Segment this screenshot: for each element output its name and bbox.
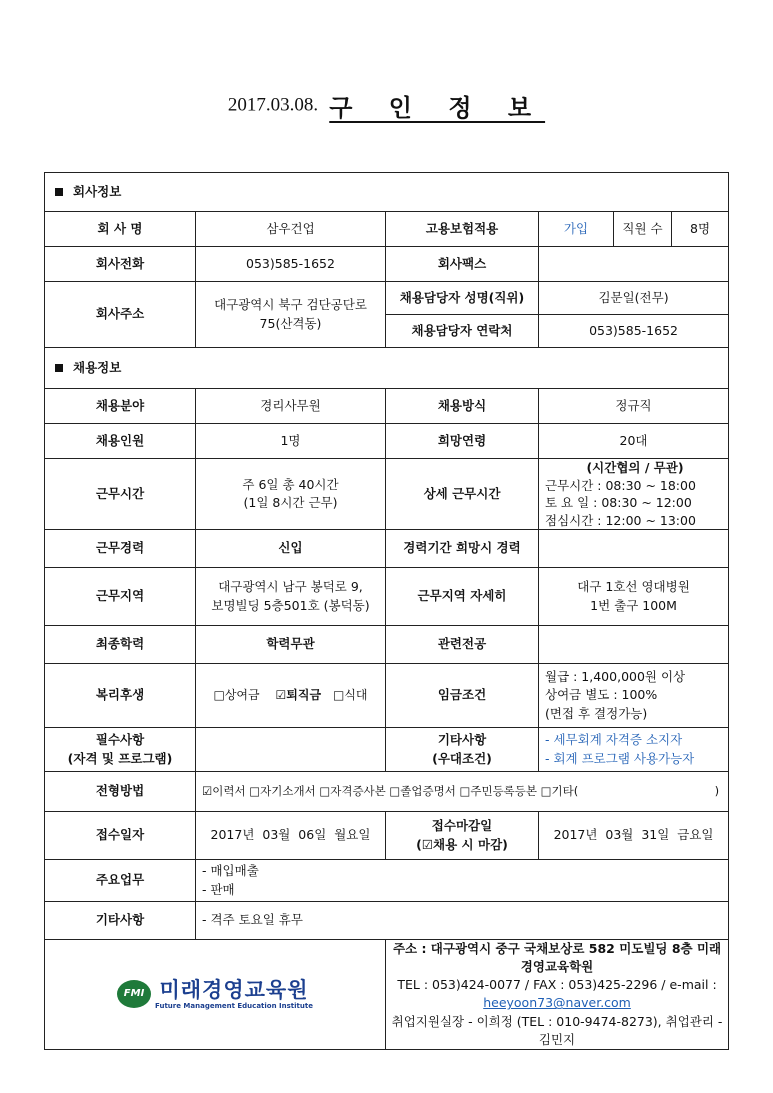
hours-line: 주 6일 총 40시간 (242, 476, 339, 492)
salary-line: 상여금 별도 : 100% (545, 687, 658, 703)
table-row (45, 247, 729, 282)
count-value: 1명 (196, 424, 386, 459)
footer-tel-line (389, 976, 725, 1012)
etc-value (539, 728, 729, 772)
employees-value: 8명 (672, 212, 729, 247)
career-value: 신입 (196, 530, 386, 568)
fmi-logo-icon: FMI (117, 980, 151, 1008)
deadline-label-line: (☑채용 시 마감) (416, 836, 508, 852)
required-label (45, 728, 196, 772)
receipt-label: 접수일자 (45, 812, 196, 860)
detail-hours-value (539, 459, 729, 530)
deadline-value: 2017년 03월 31일 금요일 (539, 812, 729, 860)
method-value: 정규직 (539, 389, 729, 424)
square-bullet-icon (55, 188, 63, 196)
selection-options (196, 772, 729, 812)
duties-value (196, 860, 729, 902)
institute-logo (48, 979, 382, 1010)
table-row (45, 282, 729, 315)
post-date: 2017.03.08. (227, 94, 319, 116)
duties-label: 주요업무 (45, 860, 196, 902)
insurance-label: 고용보험적용 (386, 212, 539, 247)
major-value (539, 626, 729, 664)
company-phone-label: 회사전화 (45, 247, 196, 282)
field-label: 채용분야 (45, 389, 196, 424)
company-name-label: 회 사 명 (45, 212, 196, 247)
other-value: - 격주 토요일 휴무 (196, 902, 729, 940)
detail-hours-head: (시간협의 / 무관) (586, 460, 684, 475)
table-row (45, 389, 729, 424)
location-detail-value (539, 568, 729, 626)
etc-label-line: 기타사항 (437, 732, 487, 748)
detail-hours-line: 점심시간 : 12:00 ~ 13:00 (545, 512, 696, 528)
location-label: 근무지역 (45, 568, 196, 626)
footer-logo-cell (45, 940, 386, 1050)
location-detail-label: 근무지역 자세히 (386, 568, 539, 626)
location-detail-line: 대구 1호선 영대병원 (577, 579, 690, 595)
etc-line: - 세무회계 자격증 소지자 (545, 732, 683, 748)
required-label-line: 필수사항 (95, 732, 145, 748)
other-label: 기타사항 (45, 902, 196, 940)
deadline-label (386, 812, 539, 860)
selection-label: 전형방법 (45, 772, 196, 812)
detail-hours-line: 토 요 일 : 08:30 ~ 12:00 (545, 495, 692, 510)
footer-tel-fax: TEL : 053)424-0077 / FAX : 053)425-2296 / e-mail : (397, 977, 717, 993)
welfare-bonus-checkbox[interactable]: □상여금 (213, 688, 260, 703)
method-label: 채용방식 (386, 389, 539, 424)
footer-staff: 취업지원실장 - 이희정 (TEL : 010-9474-8273), 취업관리 - 김민지 (391, 1013, 723, 1047)
contact-value: 053)585-1652 (539, 315, 729, 348)
detail-hours-label: 상세 근무시간 (386, 459, 539, 530)
insurance-value: 가입 (539, 212, 614, 247)
hiring-section-row (45, 348, 729, 389)
manager-label: 채용담당자 성명(직위) (386, 282, 539, 315)
company-section-row (45, 173, 729, 212)
duties-line: - 판매 (202, 881, 235, 897)
selection-checkboxes[interactable]: ☑이력서 □자기소개서 □자격증사본 □졸업증명서 □주민등록등본 □기타( (202, 784, 579, 799)
table-row (45, 728, 729, 772)
company-fax-label: 회사팩스 (386, 247, 539, 282)
location-line: 대구광역시 남구 봉덕로 9, (218, 579, 363, 595)
etc-label (386, 728, 539, 772)
footer-row (45, 940, 729, 1050)
table-row (45, 424, 729, 459)
location-detail-line: 1번 출구 100M (590, 597, 677, 613)
education-value: 학력무관 (196, 626, 386, 664)
required-label-line: (자격 및 프로그램) (67, 750, 173, 766)
salary-value (539, 664, 729, 728)
major-label: 관련전공 (386, 626, 539, 664)
employees-label: 직원 수 (614, 212, 672, 247)
square-bullet-icon (55, 364, 63, 372)
welfare-severance-checkbox[interactable]: ☑퇴직금 (275, 688, 322, 703)
field-value: 경리사무원 (196, 389, 386, 424)
table-row (45, 902, 729, 940)
table-row (45, 530, 729, 568)
manager-value: 김문일(전무) (539, 282, 729, 315)
count-label: 채용인원 (45, 424, 196, 459)
education-label: 최종학력 (45, 626, 196, 664)
detail-hours-line: 근무시간 : 08:30 ~ 18:00 (545, 477, 696, 493)
table-row (45, 212, 729, 247)
table-row (45, 812, 729, 860)
age-label: 희망연령 (386, 424, 539, 459)
table-row (45, 568, 729, 626)
hours-label: 근무시간 (45, 459, 196, 530)
hours-value (196, 459, 386, 530)
footer-address: 주소 : 대구광역시 중구 국채보상로 582 미도빌딩 8층 미래경영교육학원 (392, 941, 722, 975)
company-section-header: 회사정보 (45, 173, 729, 212)
age-value: 20대 (539, 424, 729, 459)
table-row (45, 664, 729, 728)
salary-label: 임금조건 (386, 664, 539, 728)
table-row (45, 860, 729, 902)
hiring-section-header: 채용정보 (45, 348, 729, 389)
address-line: 75(산격동) (259, 315, 322, 331)
required-value (196, 728, 386, 772)
company-address (196, 282, 386, 348)
deadline-label-line: 접수마감일 (431, 818, 493, 834)
company-phone: 053)585-1652 (196, 247, 386, 282)
footer-contact (386, 940, 729, 1050)
footer-email-link[interactable]: heeyoon73@naver.com (483, 995, 631, 1011)
selection-paren: ) (714, 784, 720, 799)
company-name: 삼우건업 (196, 212, 386, 247)
table-row (45, 459, 729, 530)
table-row (45, 626, 729, 664)
location-line: 보명빌딩 5층501호 (봉덕동) (211, 597, 370, 613)
company-address-label: 회사주소 (45, 282, 196, 348)
career-period-label: 경력기간 희망시 경력 (386, 530, 539, 568)
page-title: 구 인 정 보 (329, 94, 546, 122)
career-label: 근무경력 (45, 530, 196, 568)
duties-line: - 매입매출 (202, 863, 259, 879)
logo-english-name: Future Management Education Institute (155, 1001, 313, 1010)
job-posting-form (44, 172, 729, 1050)
welfare-label: 복리후생 (45, 664, 196, 728)
hours-line: (1일 8시간 근무) (243, 495, 338, 510)
salary-line: (면접 후 결정가능) (545, 705, 648, 721)
career-period-value (539, 530, 729, 568)
salary-line: 월급 : 1,400,000원 이상 (545, 669, 686, 685)
etc-line: - 회계 프로그램 사용가능자 (545, 750, 695, 766)
address-line: 대구광역시 북구 검단공단로 (214, 297, 367, 313)
table-row (45, 772, 729, 812)
receipt-value: 2017년 03월 06일 월요일 (196, 812, 386, 860)
location-value (196, 568, 386, 626)
logo-korean-name: 미래경영교육원 (159, 977, 309, 1002)
page-header (0, 88, 773, 123)
contact-label: 채용담당자 연락처 (386, 315, 539, 348)
welfare-options (196, 664, 386, 728)
welfare-meal-checkbox[interactable]: □식대 (332, 688, 368, 703)
company-fax (539, 247, 729, 282)
etc-label-line: (우대조건) (432, 750, 492, 766)
